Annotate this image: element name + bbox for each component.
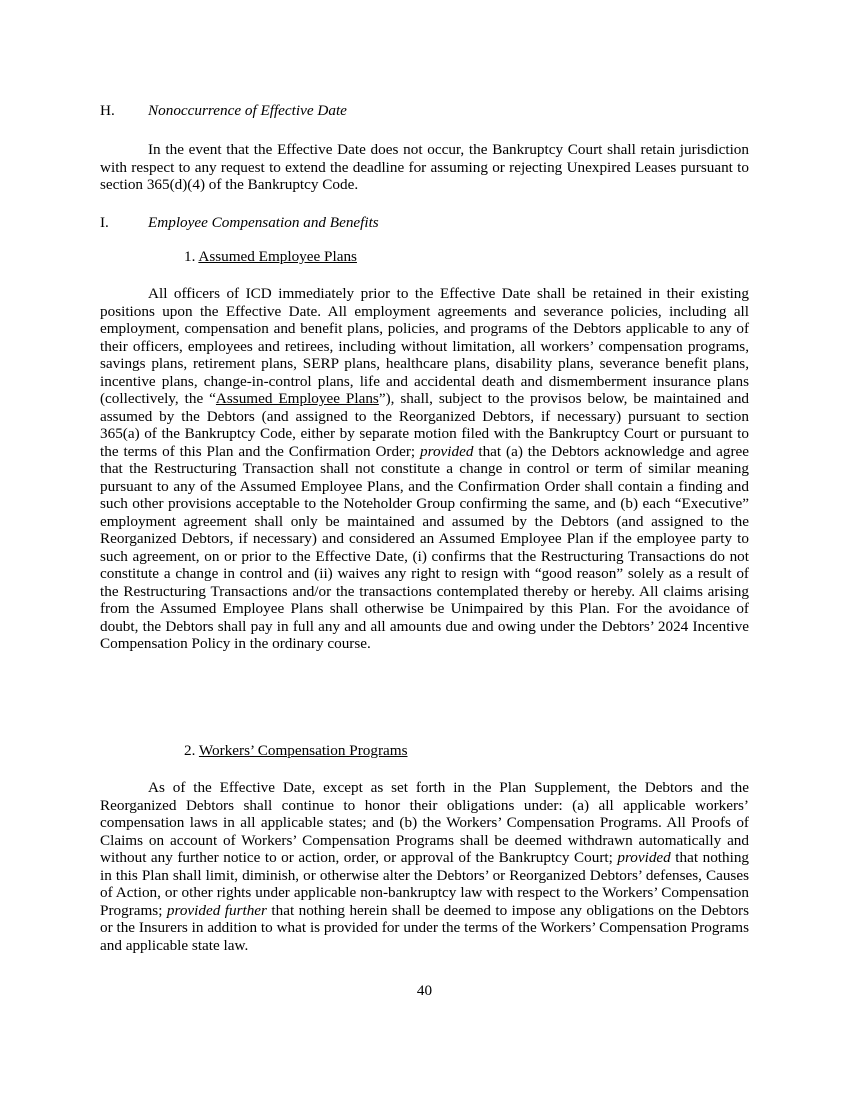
sub2-provided: provided: [617, 849, 671, 866]
section-h-paragraph-block: [100, 141, 749, 194]
subsection-2-heading: [184, 742, 407, 760]
sub2-text-part3: that nothing herein shall be deemed to impose any obligations on the Debtors or the Insurers in addition to what is provided for under the terms of the Workers’ Compensation Programs and applicable state law.: [100, 901, 750, 954]
section-i-title: Employee Compensation and Benefits: [148, 214, 379, 231]
subsection-1-title: Assumed Employee Plans: [198, 248, 357, 265]
subsection-1-paragraph-block: [100, 285, 749, 653]
subsection-1-paragraph: [100, 285, 749, 653]
subsection-1-heading: [184, 248, 357, 266]
section-h-title: Nonoccurrence of Effective Date: [148, 102, 347, 119]
page-number: 40: [416, 982, 433, 999]
subsection-1-number: 1.: [184, 248, 196, 265]
subsection-2-paragraph-block: [100, 779, 749, 954]
section-h-paragraph: In the event that the Effective Date does not occur, the Bankruptcy Court shall retain jurisdiction with respect to any request to extend the deadline for assuming or rejecting Unexpired Leases pursuant to section 365(d)(4) of the Bankruptcy Code.: [100, 141, 749, 193]
section-i-letter: I.: [100, 214, 109, 231]
section-h-letter: H.: [100, 102, 115, 119]
section-i-heading: [100, 214, 379, 232]
section-h-heading: [100, 102, 347, 120]
defined-term-assumed-employee-plans: Assumed Employee Plans: [215, 390, 379, 407]
sub2-text-part1: As of the Effective Date, except as set forth in the Plan Supplement, the Debtors and the Reorganized Debtors shall continue to honor their obligations under: (a) all applicable workers’ compensation laws in all applicable states; and (b) the Workers’ Compensation Programs. All Proofs of Claims on account of Workers’ Compensation Programs shall be deemed withdrawn automatically and without any further notice to or action, order, or approval of the Bankruptcy Court;: [100, 779, 749, 866]
subsection-2-paragraph: [100, 779, 749, 954]
sub1-text-part2: ”), shall, subject to the provisos below, be maintained and assumed by the Debtors (and assigned to the Reorganized Debtors, if necessary) pursuant to section 365(a) of the Bankruptcy Code, either by separate motion filed with the Bankruptcy Court or pursuant to the terms of this Plan and the Confirmation Order;: [100, 390, 750, 460]
sub1-provided: provided: [420, 442, 474, 460]
sub1-text-part1: All officers of ICD immediately prior to the Effective Date shall be retained in their existing positions upon the Effective Date. All employment agreements and severance policies, including all employment, compensation and benefit plans, policies, and programs of the Debtors applicable to any of their officers, employees and retirees, including without limitation, all workers’ compensation programs, savings plans, retirement plans, SERP plans, healthcare plans, disability plans, severance benefit plans, incentive plans, change-in-control plans, life and accidental death and dismemberment insurance plans (collectively, the “: [100, 285, 749, 407]
subsection-2-number: 2.: [184, 742, 196, 759]
sub2-provided-further: provided further: [166, 901, 267, 919]
sub1-text-part3: that (a) the Debtors acknowledge and agree that the Restructuring Transaction shall not constitute a change in control or term of similar meaning pursuant to any of the Assumed Employee Plans, and the Confirmation Order shall contain a finding and such other provisions acceptable to the Noteholder Group confirming the same, and (b) each “Executive” employment agreement shall only be maintained and assumed by the Debtors (and assigned to the Reorganized Debtors, if necessary) and considered an Assumed Employee Plan if the employee party to such agreement, on or prior to the Effective Date, (i) confirms that the Restructuring Transactions do not constitute a change in control and (ii) waives any right to resign with “good reason” solely as a result of the Restructuring Transactions and/or the transactions contemplated thereby or hereby. All claims arising from the Assumed Employee Plans shall otherwise be Unimpaired by this Plan. For the avoidance of doubt, the Debtors shall pay in full any and all amounts due and owing under the Debtors’ 2024 Incentive Compensation Policy in the ordinary course.: [100, 442, 749, 652]
subsection-2-title: Workers’ Compensation Programs: [198, 742, 408, 759]
sub2-text-part2: that nothing in this Plan shall limit, diminish, or otherwise alter the Debtors’ or Reorganized Debtors’ defenses, Causes of Action, or other rights under applicable non-bankruptcy law with respect to the Workers’ Compensation Programs;: [100, 849, 750, 919]
